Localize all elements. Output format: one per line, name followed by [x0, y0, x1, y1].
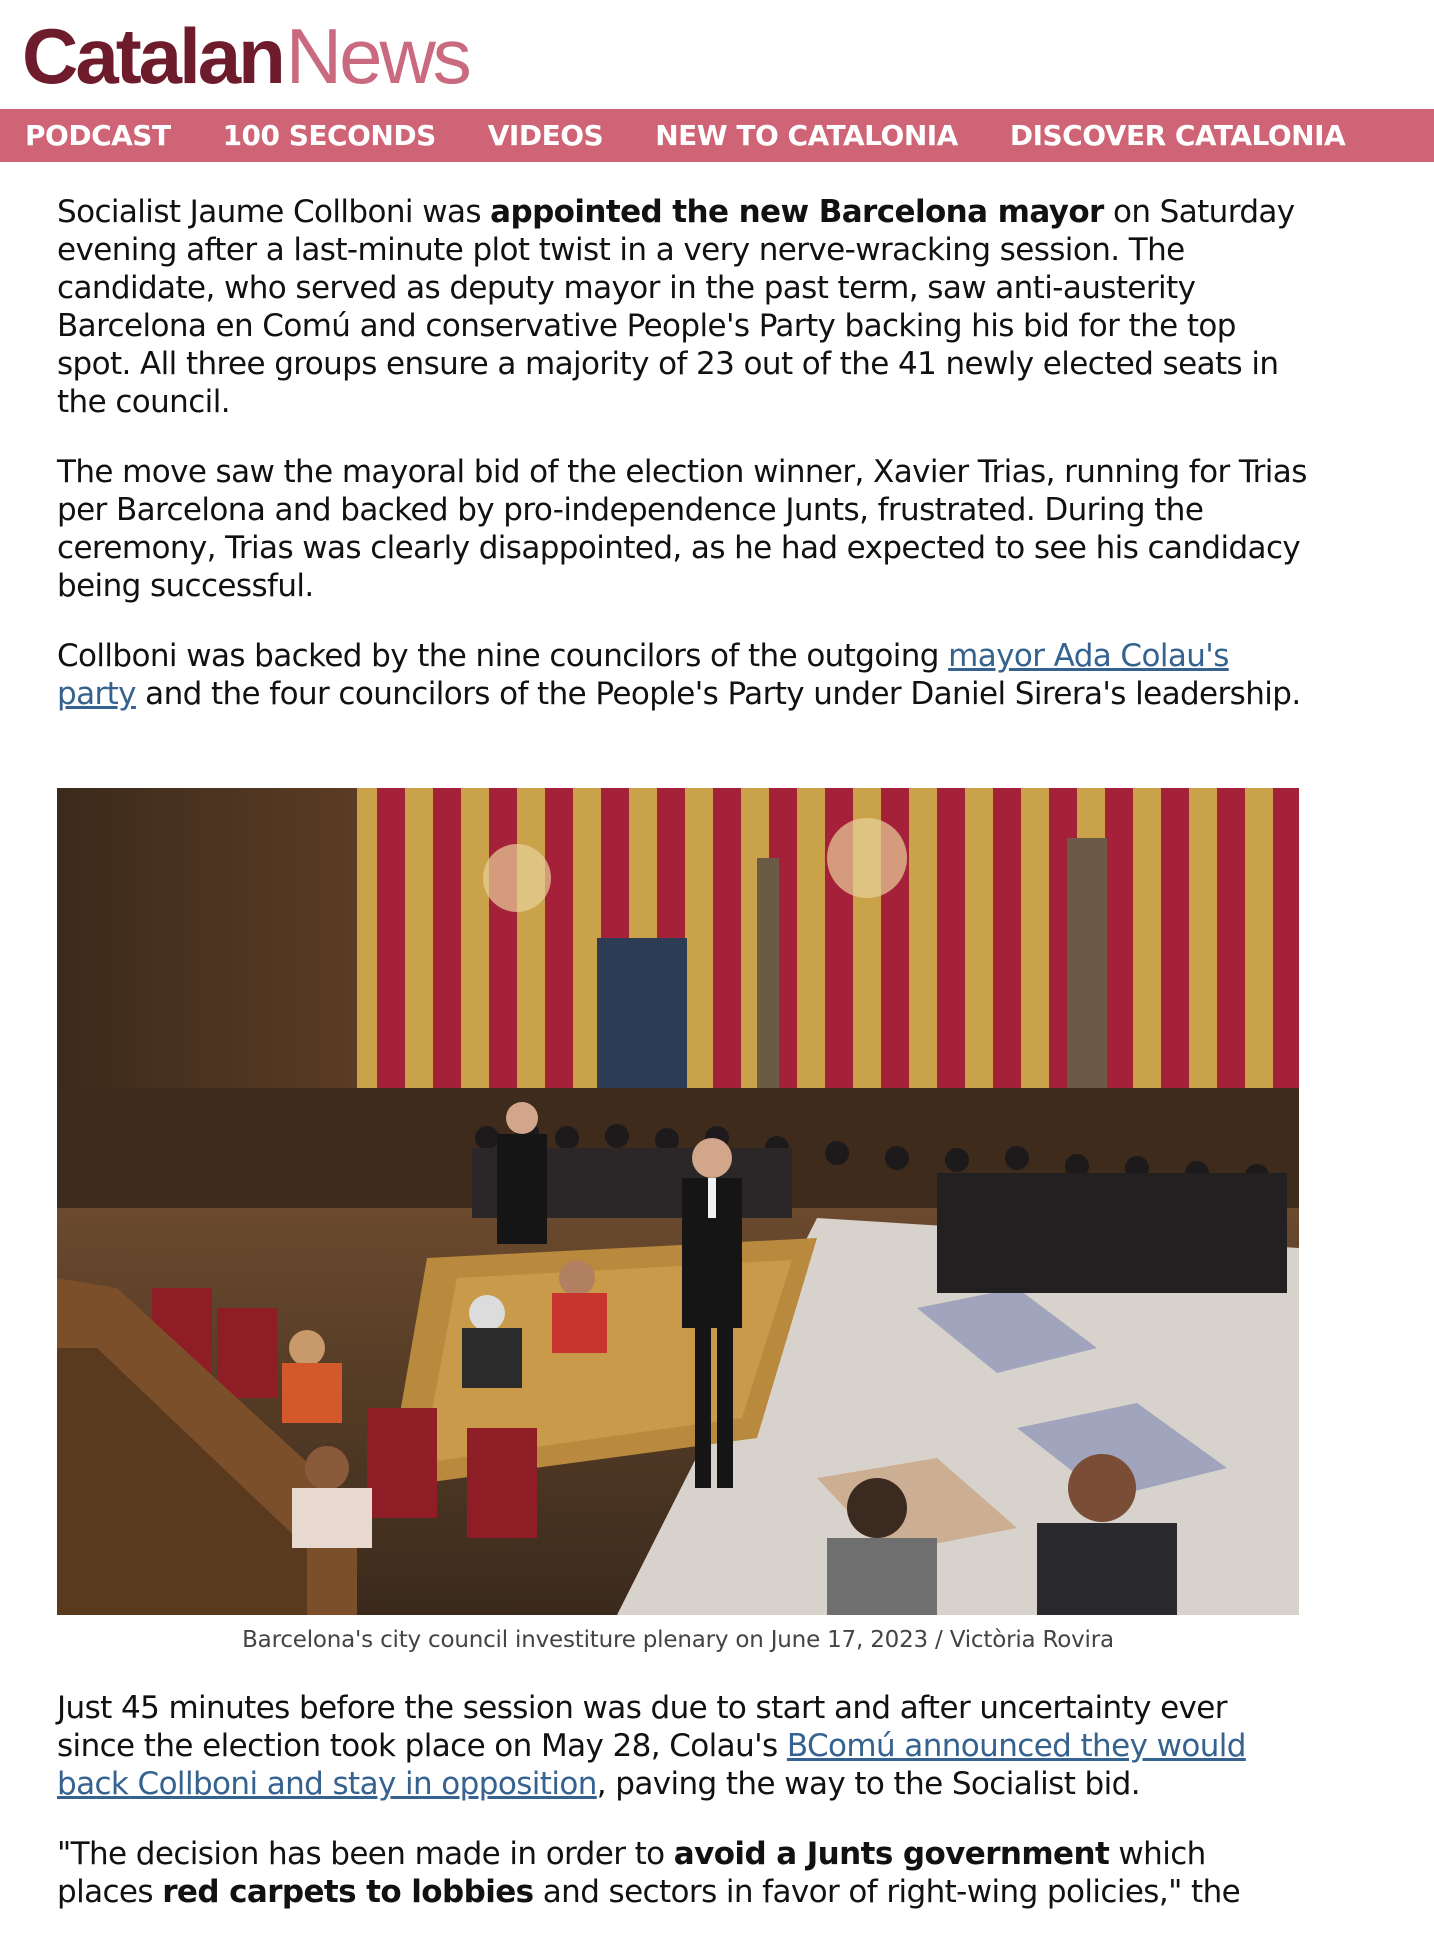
nav-item-discover-catalonia[interactable]: DISCOVER CATALONIA [1009, 119, 1346, 152]
image-caption: Barcelona's city council investiture plenary on June 17, 2023 / Victòria Rovira [242, 1627, 1114, 1653]
paragraph-5: "The decision has been made in order to avoid a Junts government which places red carpets to lobbies and sectors in favor of right-wing policies," the [57, 1836, 1241, 1910]
highlight-red-carpets: red carpets to lobbies [162, 1874, 534, 1910]
paragraph-2: The move saw the mayoral bid of the election winner, Xavier Trias, running for Trias per Barcelona and backed by pro-independence Junts, frustrated. During the ceremony, Trias was clearly disappointed, as he had expected to see his candidacy being successful. [57, 454, 1307, 604]
highlight-avoid-junts: avoid a Junts government [673, 1836, 1110, 1872]
link-colau-party[interactable]: mayor Ada Colau's party [57, 638, 1229, 712]
article-photo [57, 788, 1299, 1615]
paragraph-3: Collboni was backed by the nine councilors of the outgoing mayor Ada Colau's party and the four councilors of the People's Party under Daniel Sirera's leadership. [57, 638, 1301, 712]
main-nav [0, 109, 1434, 162]
article-body-continued [57, 1689, 1307, 1943]
logo-catalan: Catalan [22, 12, 283, 100]
highlight-appointed: appointed the new Barcelona mayor [490, 194, 1104, 230]
nav-item-100-seconds[interactable]: 100 SECONDS [222, 119, 436, 152]
link-bcomu-announced[interactable]: BComú announced they would back Collboni and stay in opposition [57, 1728, 1246, 1802]
paragraph-1: Socialist Jaume Collboni was appointed the new Barcelona mayor on Saturday evening after a last-minute plot twist in a very nerve-wracking session. The candidate, who served as deputy mayor in the past term, saw anti-austerity Barcelona en Comú and conservative People's Party backing his bid for the top spot. All three groups ensure a majority of 23 out of the 41 newly elected seats in the council. [57, 194, 1295, 420]
logo-news: News [285, 12, 469, 100]
nav-item-videos[interactable]: VIDEOS [487, 119, 604, 152]
nav-item-podcast[interactable]: PODCAST [25, 119, 171, 152]
article-body [57, 193, 1307, 745]
council-chamber-photo [57, 788, 1299, 1615]
site-header [0, 0, 1434, 109]
nav-item-new-to-catalonia[interactable]: NEW TO CATALONIA [655, 119, 958, 152]
paragraph-4: Just 45 minutes before the session was due to start and after uncertainty ever since the election took place on May 28, Colau's BComú announced they would back Collboni and stay in opposition, paving the way to the Socialist bid. [57, 1690, 1246, 1802]
site-logo[interactable] [22, 12, 469, 100]
